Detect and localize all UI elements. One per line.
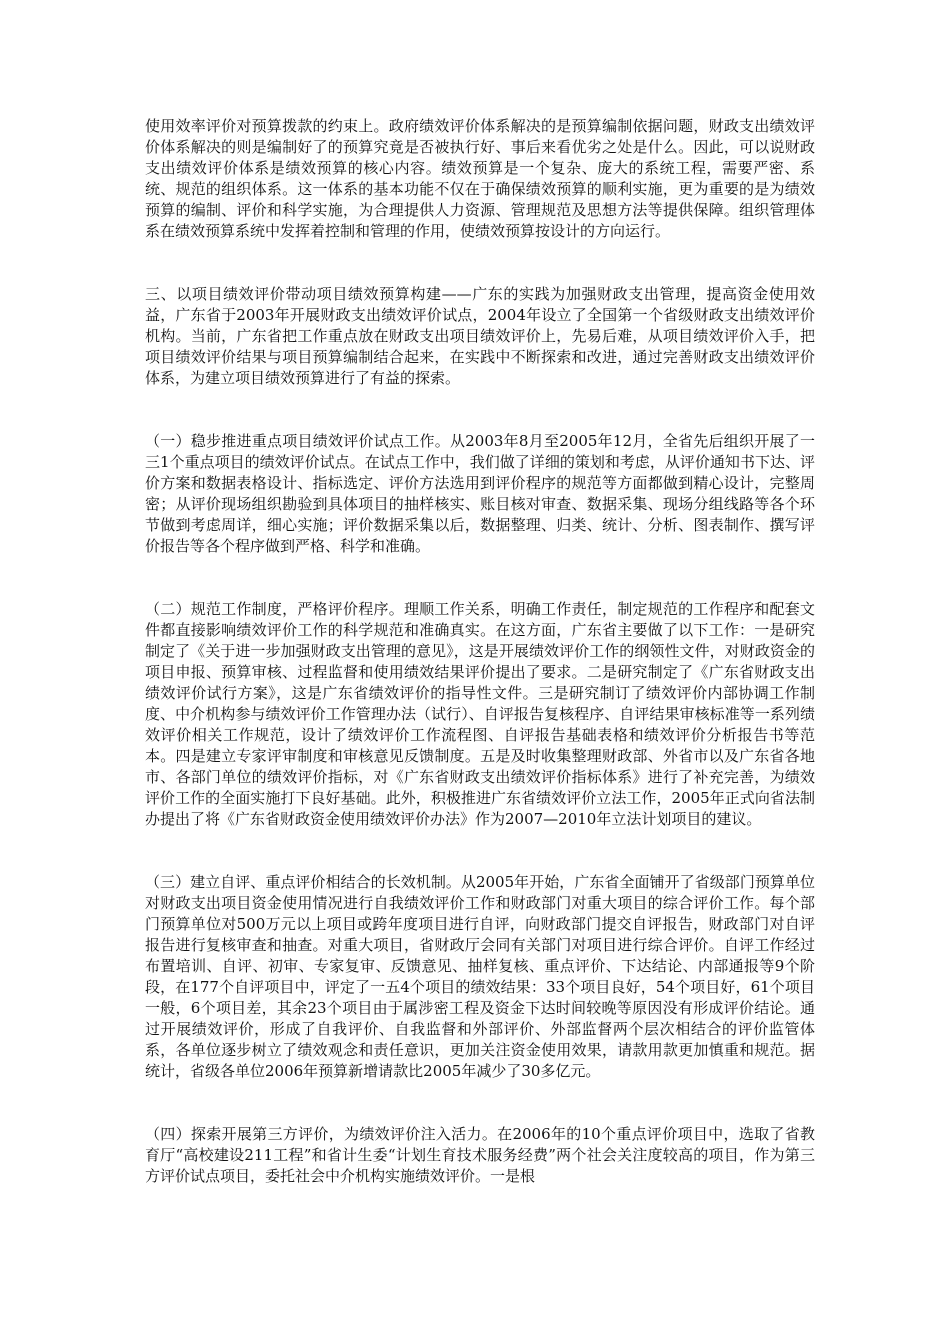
paragraph-third-party-evaluation: （四）探索开展第三方评价，为绩效评价注入活力。在2006年的10个重点评价项目中，选取了省教育厅“高校建设211工程”和省计生委“计划生育技术服务经费”两个社会关注度较高的项目，作为第三方评价试点项目，委托社会中介机构实施绩效评价。一是根 [145,1125,815,1185]
paragraph-section-three-guangdong: 三、以项目绩效评价带动项目绩效预算构建——广东的实践为加强财政支出管理，提高资金使用效益，广东省于2003年开展财政支出绩效评价试点，2004年设立了全国第一个省级财政支出绩效评价机构。当前，广东省把工作重点放在财政支出项目绩效评价上，先易后难，从项目绩效评价入手，把项目绩效评价结果与项目预算编制结合起来，在实践中不断探索和改进，通过完善财政支出绩效评价体系，为建立项目绩效预算进行了有益的探索。 [145,285,815,387]
paragraph-pilot-work: （一）稳步推进重点项目绩效评价试点工作。从2003年8月至2005年12月，全省先后组织开展了一三1个重点项目的绩效评价试点。在试点工作中，我们做了详细的策划和考虑，从评价通知书下达、评价方案和数据表格设计、指标选定、评价方法选用到评价程序的规范等方面都做到精心设计，完整周密；从评价现场组织勘验到具体项目的抽样核实、账目核对审查、数据采集、现场分组线路等各个环节做到考虑周详，细心实施；评价数据采集以后，数据整理、归类、统计、分析、图表制作、撰写评价报告等各个程序做到严格、科学和准确。 [145,432,815,555]
paragraph-long-term-mechanism: （三）建立自评、重点评价相结合的长效机制。从2005年开始，广东省全面铺开了省级部门预算单位对财政支出项目资金使用情况进行自我绩效评价工作和财政部门对重大项目的综合评价工作。每个部门预算单位对500万元以上项目或跨年度项目进行自评，向财政部门提交自评报告，财政部门对自评报告进行复核审查和抽查。对重大项目，省财政厅会同有关部门对项目进行综合评价。自评工作经过布置培训、自评、初审、专家复审、反馈意见、抽样复核、重点评价、下达结论、内部通报等9个阶段，在177个自评项目中，评定了一五4个项目的绩效结果：33个项目良好，54个项目好，61个项目一般，6个项目差，其余23个项目由于属涉密工程及资金下达时间较晚等原因没有形成评价结论。通过开展绩效评价，形成了自我评价、自我监督和外部评价、外部监督两个层次相结合的评价监管体系，各单位逐步树立了绩效观念和责任意识，更加关注资金使用效果，请款用款更加慎重和规范。据统计，省级各单位2006年预算新增请款比2005年减少了30多亿元。 [145,873,815,1080]
paragraph-work-system: （二）规范工作制度，严格评价程序。理顺工作关系，明确工作责任，制定规范的工作程序和配套文件都直接影响绩效评价工作的科学规范和准确真实。在这方面，广东省主要做了以下工作：一是研究制定了《关于进一步加强财政支出管理的意见》，这是开展绩效评价工作的纲领性文件，对财政资金的项目申报、预算审核、过程监督和使用绩效结果评价提出了要求。二是研究制定了《广东省财政支出绩效评价试行方案》，这是广东省绩效评价的指导性文件。三是研究制订了绩效评价内部协调工作制度、中介机构参与绩效评价工作管理办法（试行）、自评报告复核程序、自评结果审核标准等一系列绩效评价相关工作规范，设计了绩效评价工作流程图、自评报告基础表格和绩效评价分析报告书等范本。四是建立专家评审制度和审核意见反馈制度。五是及时收集整理财政部、外省市以及广东省各地市、各部门单位的绩效评价指标，对《广东省财政支出绩效评价指标体系》进行了补充完善，为绩效评价工作的全面实施打下良好基础。此外，积极推进广东省绩效评价立法工作，2005年正式向省法制办提出了将《广东省财政资金使用绩效评价办法》作为2007—2010年立法计划项目的建议。 [145,600,815,828]
paragraph-budget-constraint: 使用效率评价对预算拨款的约束上。政府绩效评价体系解决的是预算编制依据问题，财政支出绩效评价体系解决的则是编制好了的预算究竟是否被执行好、事后来看优劣之处是什么。因此，可以说财政支出绩效评价体系是绩效预算的核心内容。绩效预算是一个复杂、庞大的系统工程，需要严密、系统、规范的组织体系。这一体系的基本功能不仅在于确保绩效预算的顺利实施，更为重要的是为绩效预算的编制、评价和科学实施，为合理提供人力资源、管理规范及思想方法等提供保障。组织管理体系在绩效预算系统中发挥着控制和管理的作用，使绩效预算按设计的方向运行。 [145,117,815,240]
document-body [145,116,815,1187]
